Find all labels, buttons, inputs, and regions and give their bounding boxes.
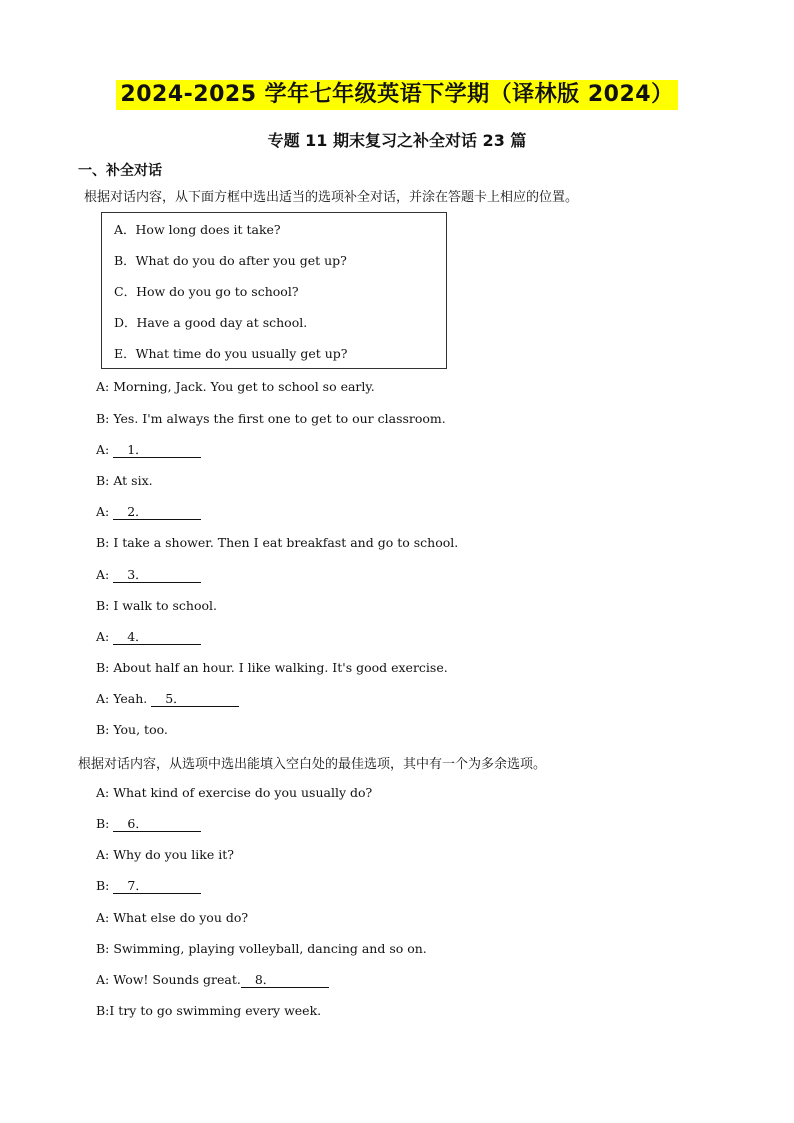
line-text: A: What kind of exercise do you usually do? (96, 785, 373, 800)
dialogue-line (96, 598, 217, 613)
line-text: B: At six. (96, 473, 153, 488)
dialogue-line (96, 660, 448, 675)
option-a: A．How long does it take? (114, 222, 281, 237)
dialogue-line (96, 941, 427, 956)
dialogue-line (96, 910, 248, 925)
line-text: A: (96, 629, 114, 644)
answer-blank-1[interactable]: 1． (113, 443, 201, 458)
dialogue-line (96, 411, 446, 426)
line-text: A: Morning, Jack. You get to school so early. (96, 379, 375, 394)
line-text: B: Swimming, playing volleyball, dancing and so on. (96, 941, 427, 956)
dialogue-line (96, 535, 458, 550)
line-text: A: (96, 442, 114, 457)
dialogue-line (96, 722, 168, 737)
dialogue-line (96, 567, 201, 583)
answer-blank-6[interactable]: 6． (113, 817, 201, 832)
option-c: C．How do you go to school? (114, 284, 299, 299)
options-box (101, 212, 447, 369)
section-heading: 一、补全对话 (78, 163, 162, 179)
line-text: B: (96, 878, 114, 893)
part1-instruction: 根据对话内容，从下面方框中选出适当的选项补全对话，并涂在答题卡上相应的位置。 (84, 190, 579, 205)
line-text: B: You, too. (96, 722, 168, 737)
line-text: B: About half an hour. I like walking. It's good exercise. (96, 660, 448, 675)
line-text: A: Why do you like it? (96, 847, 234, 862)
dialogue-line (96, 1003, 321, 1018)
line-text: A: Wow! Sounds great. (96, 972, 241, 987)
line-text: A: What else do you do? (96, 910, 249, 925)
option-e: E．What time do you usually get up? (114, 346, 348, 361)
line-text: A: (96, 504, 114, 519)
dialogue-line (96, 379, 375, 394)
line-text: B: I take a shower. Then I eat breakfast and go to school. (96, 535, 459, 550)
option-b: B．What do you do after you get up? (114, 253, 347, 268)
line-text: B: (96, 816, 114, 831)
dialogue-line (96, 878, 201, 894)
line-text: A: Yeah. (96, 691, 152, 706)
line-text: B:I try to go swimming every week. (96, 1003, 322, 1018)
answer-blank-5[interactable]: 5． (151, 692, 239, 707)
line-text: B: I walk to school. (96, 598, 217, 613)
dialogue-line (96, 691, 239, 707)
answer-blank-3[interactable]: 3． (113, 568, 201, 583)
answer-blank-4[interactable]: 4． (113, 630, 201, 645)
answer-blank-2[interactable]: 2． (113, 505, 201, 520)
dialogue-line (96, 785, 372, 800)
page-subtitle: 专题 11 期末复习之补全对话 23 篇 (267, 131, 527, 150)
dialogue-line (96, 473, 153, 488)
dialogue-line (96, 972, 329, 988)
dialogue-line (96, 816, 201, 832)
option-d: D．Have a good day at school. (114, 315, 308, 330)
dialogue-line (96, 847, 234, 862)
title-wrapper (0, 80, 794, 110)
answer-blank-8[interactable]: 8． (241, 973, 329, 988)
answer-blank-7[interactable]: 7． (113, 879, 201, 894)
page-title: 2024-2025 学年七年级英语下学期（译林版 2024） (116, 80, 677, 110)
line-text: A: (96, 567, 114, 582)
line-text: B: Yes. I'm always the first one to get to our classroom. (96, 411, 446, 426)
dialogue-line (96, 442, 201, 458)
dialogue-line (96, 504, 201, 520)
dialogue-line (96, 629, 201, 645)
part2-instruction: 根据对话内容，从选项中选出能填入空白处的最佳选项，其中有一个为多余选项。 (78, 757, 547, 772)
